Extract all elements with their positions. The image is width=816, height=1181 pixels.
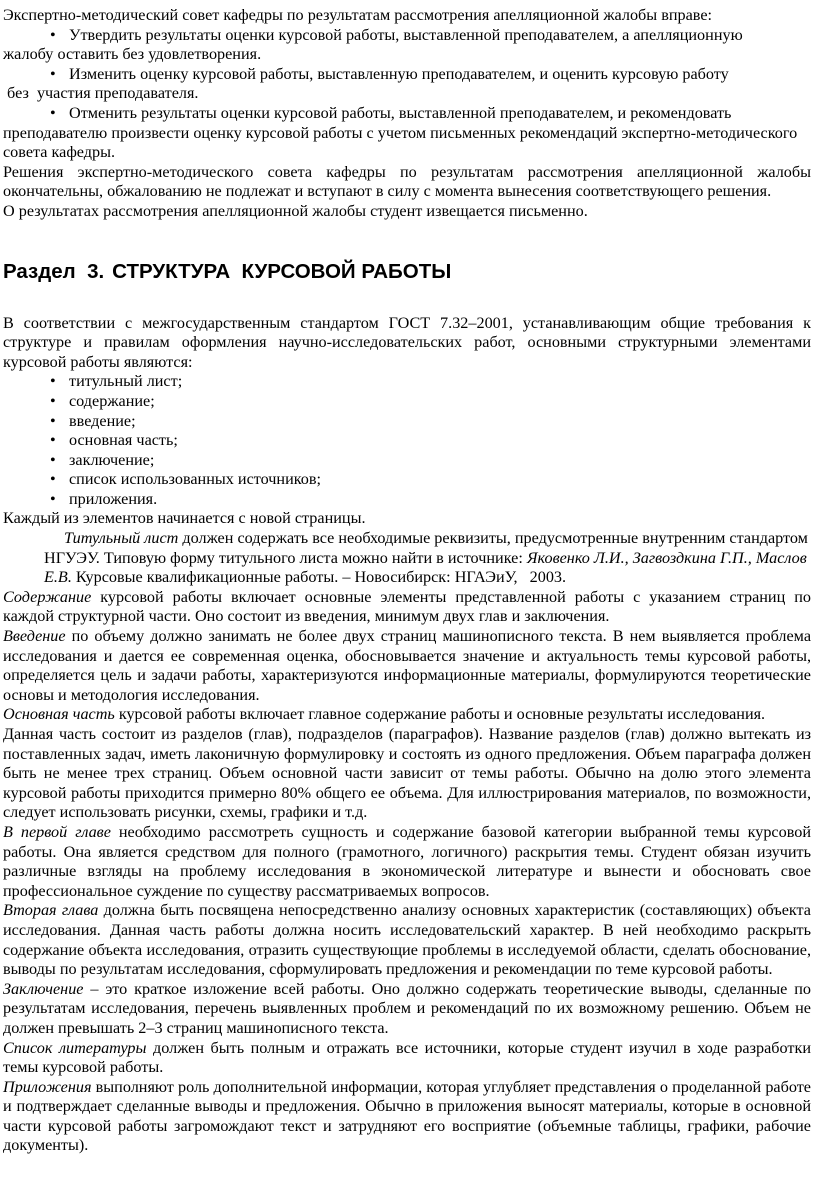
- appeal-options: [3, 26, 811, 163]
- list-item: • основная часть;: [3, 431, 811, 451]
- structure-elements-list: [3, 372, 811, 509]
- term-references: Список литературы: [3, 1038, 147, 1057]
- decisions-final-paragraph: Решения экспертно-методического совета кафедры по результатам рассмотрения апелляционной жалобы окончательны, обжалованию не подлежат и вступают в силу с момента вынесения соответствующего решения.: [3, 162, 811, 201]
- title-page-paragraph: [3, 529, 811, 588]
- term-main-part: Основная часть: [3, 705, 115, 724]
- references-paragraph: [3, 1039, 811, 1078]
- title-page-source: Курсовые квалификационные работы. – Новосибирск: НГАЭиУ, 2003.: [71, 568, 567, 587]
- new-page-note: Каждый из элементов начинается с новой страницы.: [3, 509, 366, 528]
- list-item: • приложения.: [3, 490, 811, 510]
- appendices-text: выполняют роль дополнительной информации, которая углубляет представления о проделанной работе и подтверждает сделанные выводы и предложения. Обычно в приложения выносят материалы, которые в основной части курсовой работы загромождают текст и затрудняют его восприятие (объемные таблицы, графики, рабочие документы).: [3, 1077, 811, 1155]
- content-paragraph: [3, 588, 811, 627]
- appeal-option-first-line: • Изменить оценку курсовой работы, выставленную преподавателем, и оценить курсовую работу: [3, 65, 811, 85]
- main-part-details: Данная часть состоит из разделов (глав), подразделов (параграфов). Название разделов (глав) должно вытекать из поставленных задач, иметь лаконичную формулировку и состоять из одного предложения. Объем параграфа должен быть не менее трех страниц. Объем основной части зависит от темы работы. Обычно на долю этого элемента курсовой работы приходится примерно 80% общего ее объема. Для иллюстрирования материалов, по возможности, следует использовать рисунки, схемы, графики и т.д.: [3, 725, 811, 822]
- list-item: • заключение;: [3, 451, 811, 471]
- appeal-option-first-line: • Отменить результаты оценки курсовой работы, выставленной преподавателем, и рекомендовать: [3, 104, 811, 124]
- conclusion-text: – это краткое изложение всей работы. Оно должно содержать теоретические выводы, сделанные по результатам исследования, перечень выявленных проблем и рекомендаций по их возможному решению. Объем не должен превышать 2–3 страниц машинописного текста.: [3, 979, 811, 1037]
- chapter-one-text: необходимо рассмотреть сущность и содержание базовой категории выбранной темы курсовой работы. Она является средством для полного (грамотного, логичного) раскрытия темы. Студент обязан изучить различные взгляды на проблему исследования в экономической литературе и вынести и обосновать свое профессиональное суждение по существу рассматриваемых вопросов.: [3, 822, 811, 900]
- list-item: • введение;: [3, 412, 811, 432]
- introduction-text: по объему должно занимать не более двух страниц машинописного текста. В нем выявляется проблема исследования и дается ее современная оценка, обосновывается значение и актуальность темы курсовой работы, определяется цель и задачи работы, характеризуются информационные материалы, формулируются теоретические основы и методология исследования.: [3, 627, 811, 704]
- list-item: • титульный лист;: [3, 372, 811, 392]
- term-content: Содержание: [3, 587, 92, 606]
- content-text: курсовой работы включает основные элементы представленной работы с указанием страниц по каждой структурной части. Оно состоит из введения, минимум двух глав и заключения.: [3, 587, 811, 626]
- main-part-text: курсовой работы включает главное содержание работы и основные результаты исследования.: [114, 705, 766, 724]
- title-page-authors: Яковенко Л.И., Загвоздкина Г.П., Маслов Е.В.: [44, 548, 807, 587]
- appeal-option-continuation: без участия преподавателя.: [3, 84, 199, 103]
- introduction-paragraph: [3, 627, 811, 705]
- term-chapter-one: В первой главе: [3, 822, 111, 841]
- title-page-text: должен содержать все необходимые реквизиты, предусмотренные внутренним стандартом НГУЭУ. Типовую форму титульного листа можно найти в источнике:: [44, 529, 808, 567]
- term-conclusion: Заключение: [3, 979, 84, 998]
- term-title-page: Титульный лист: [64, 529, 179, 548]
- section-number: Раздел 3.: [3, 259, 105, 283]
- appeal-option-continuation: преподавателю произвести оценку курсовой работы с учетом письменных рекомендаций экспертно-методического совета кафедры.: [3, 123, 798, 162]
- conclusion-paragraph: [3, 980, 811, 1039]
- main-part-paragraph: [3, 705, 811, 725]
- chapter-one-paragraph: [3, 823, 811, 901]
- term-chapter-two: Вторая глава: [3, 901, 99, 920]
- notification-paragraph: О результатах рассмотрения апелляционной жалобы студент извещается письменно.: [3, 201, 588, 220]
- list-item: • содержание;: [3, 392, 811, 412]
- chapter-two-text: должна быть посвящена непосредственно анализу основных характеристик (составляющих) объекта исследования. Данная часть работы должна носить исследовательский характер. В ней необходимо раскрыть содержание объекта исследования, отразить существующие проблемы в исследуемой области, сделать обоснование, выводы по результатам исследования, сформулировать предложения и рекомендации по теме курсовой работы.: [3, 901, 811, 979]
- section-heading: [3, 260, 811, 284]
- chapter-two-paragraph: [3, 901, 811, 979]
- structure-intro: В соответствии с межгосударственным стандартом ГОСТ 7.32–2001, устанавливающим общие требования к структуре и правилам оформления научно-исследовательских работ, основными структурными элементами курсовой работы являются:: [3, 313, 811, 371]
- term-appendices: Приложения: [3, 1077, 92, 1096]
- appendices-paragraph: [3, 1078, 811, 1156]
- list-item: • список использованных источников;: [3, 470, 811, 490]
- references-text: должен быть полным и отражать все источники, которые студент изучил в ходе разработки темы курсовой работы.: [3, 1038, 811, 1077]
- appeal-option-first-line: • Утвердить результаты оценки курсовой работы, выставленной преподавателем, а апелляционную: [3, 26, 811, 46]
- term-introduction: Введение: [3, 627, 66, 646]
- section-title: СТРУКТУРА КУРСОВОЙ РАБОТЫ: [112, 259, 452, 283]
- appeal-intro: Экспертно-методический совет кафедры по результатам рассмотрения апелляционной жалобы вправе:: [3, 6, 713, 24]
- appeal-option-continuation: жалобу оставить без удовлетворения.: [3, 45, 262, 64]
